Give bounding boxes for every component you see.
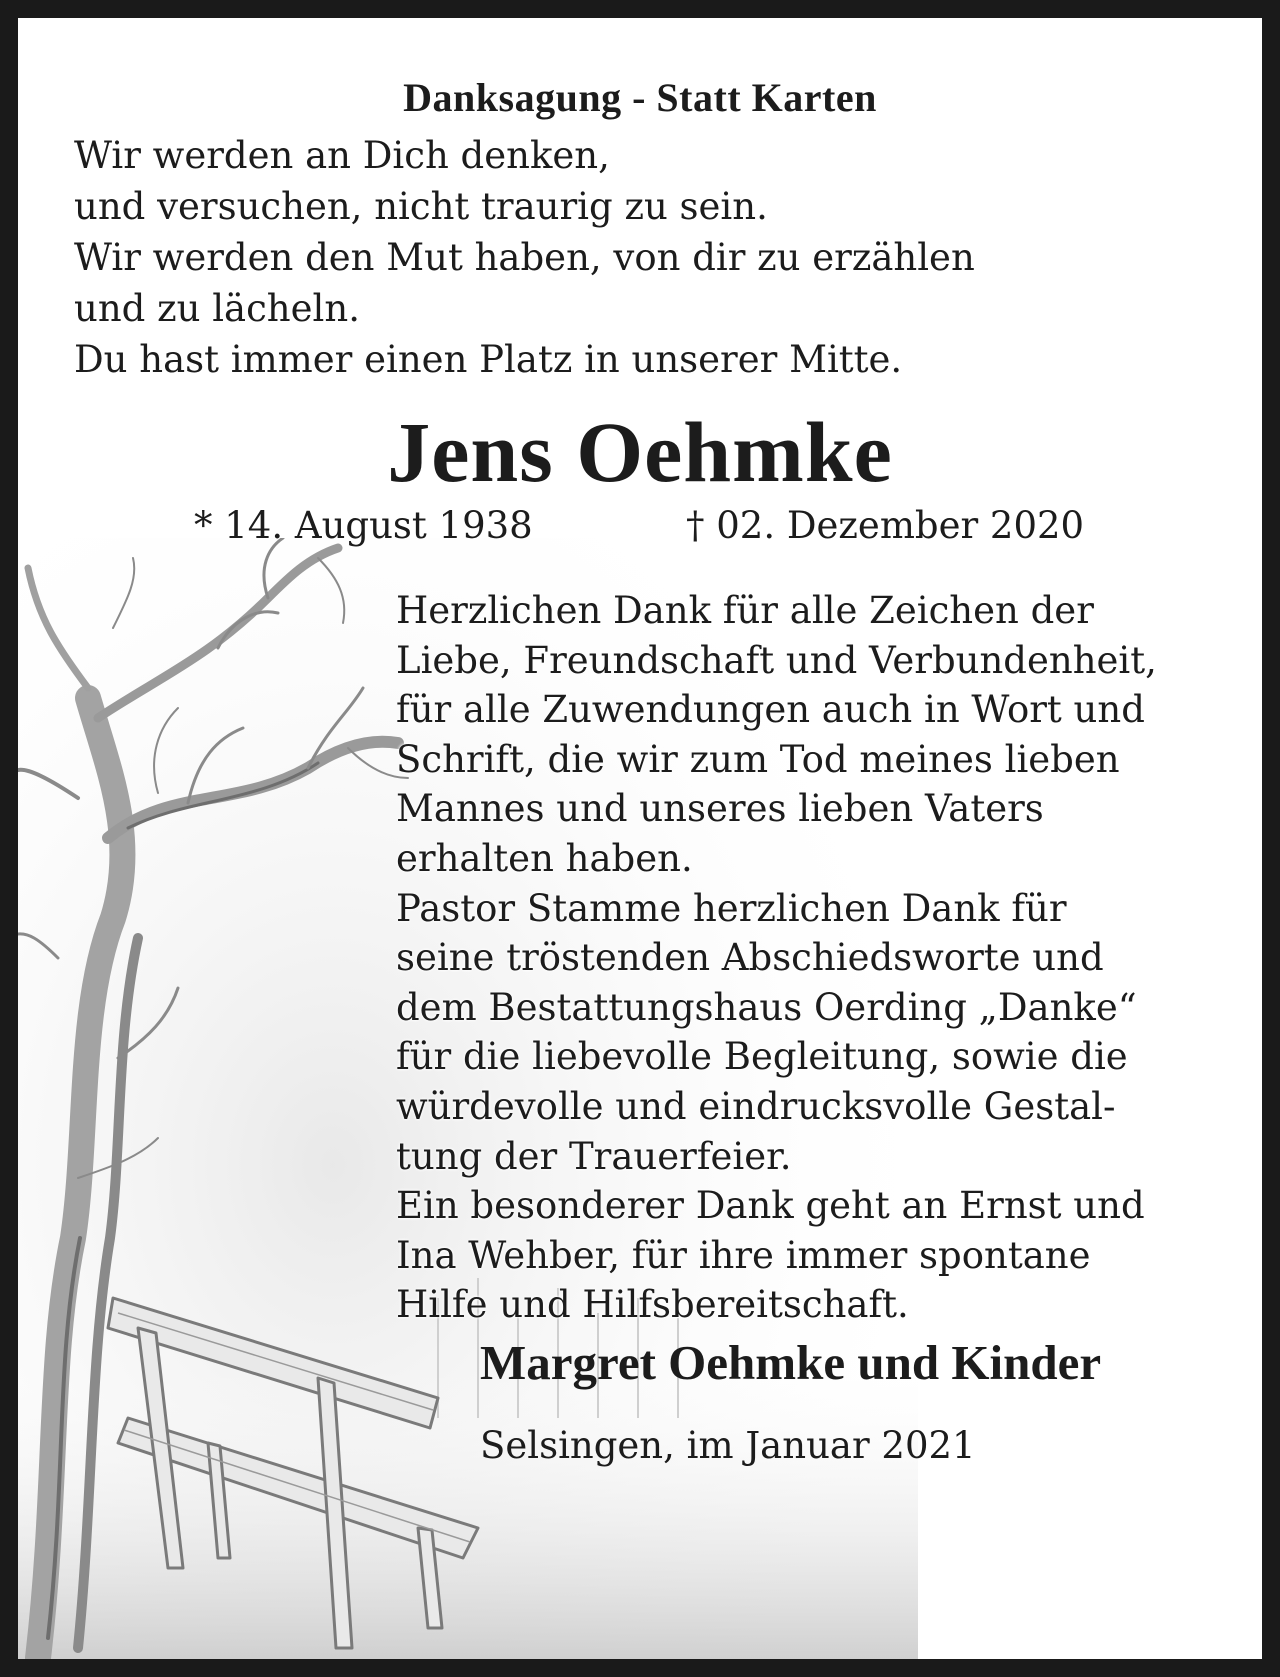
thanks-line: seine tröstenden Abschiedsworte und [396, 936, 1104, 980]
thanks-line: Ina Wehber, für ihre immer spontane [396, 1233, 1091, 1277]
thanks-line: für die liebevolle Begleitung, sowie die [396, 1035, 1128, 1079]
poem-line: Wir werden den Mut haben, von dir zu erzählen [74, 236, 975, 279]
poem-line: Wir werden an Dich denken, [74, 134, 610, 177]
signature: Margret Oehmke und Kinder [480, 1335, 1102, 1390]
thanks-line: Herzlichen Dank für alle Zeichen der [396, 589, 1094, 632]
poem-line: und versuchen, nicht traurig zu sein. [74, 185, 768, 228]
thanks-line: dem Bestattungshaus Oerding „Danke“ [396, 985, 1137, 1029]
place-and-date: Selsingen, im Januar 2021 [480, 1424, 976, 1467]
thanks-line: Ein besonderer Dank geht an Ernst und [396, 1184, 1145, 1228]
thanks-line: erhalten haben. [396, 836, 693, 880]
thanks-line: Hilfe und Hilfsbereitschaft. [396, 1283, 909, 1327]
thanks-line: für alle Zuwendungen auch in Wort und [396, 688, 1145, 732]
poem-line: und zu lächeln. [74, 287, 360, 330]
thanks-text [396, 586, 1256, 1330]
notice-heading: Danksagung - Statt Karten [403, 75, 877, 120]
deceased-name: Jens Oehmke [387, 404, 893, 500]
poem-line: Du hast immer einen Platz in unserer Mitte. [74, 338, 903, 381]
thanks-line: Liebe, Freundschaft und Verbundenheit, [396, 638, 1157, 682]
death-date: † 02. Dezember 2020 [686, 504, 1085, 547]
poem [74, 130, 1224, 385]
thanks-line: Pastor Stamme herzlichen Dank für [396, 886, 1067, 930]
thanks-line: Schrift, die wir zum Tod meines lieben [396, 737, 1120, 781]
thanks-line: tung der Trauerfeier. [396, 1134, 792, 1178]
birth-date: * 14. August 1938 [194, 504, 533, 547]
thanks-line: Mannes und unseres lieben Vaters [396, 787, 1044, 831]
thanks-line: würdevolle und eindrucksvolle Gestal- [396, 1084, 1116, 1128]
